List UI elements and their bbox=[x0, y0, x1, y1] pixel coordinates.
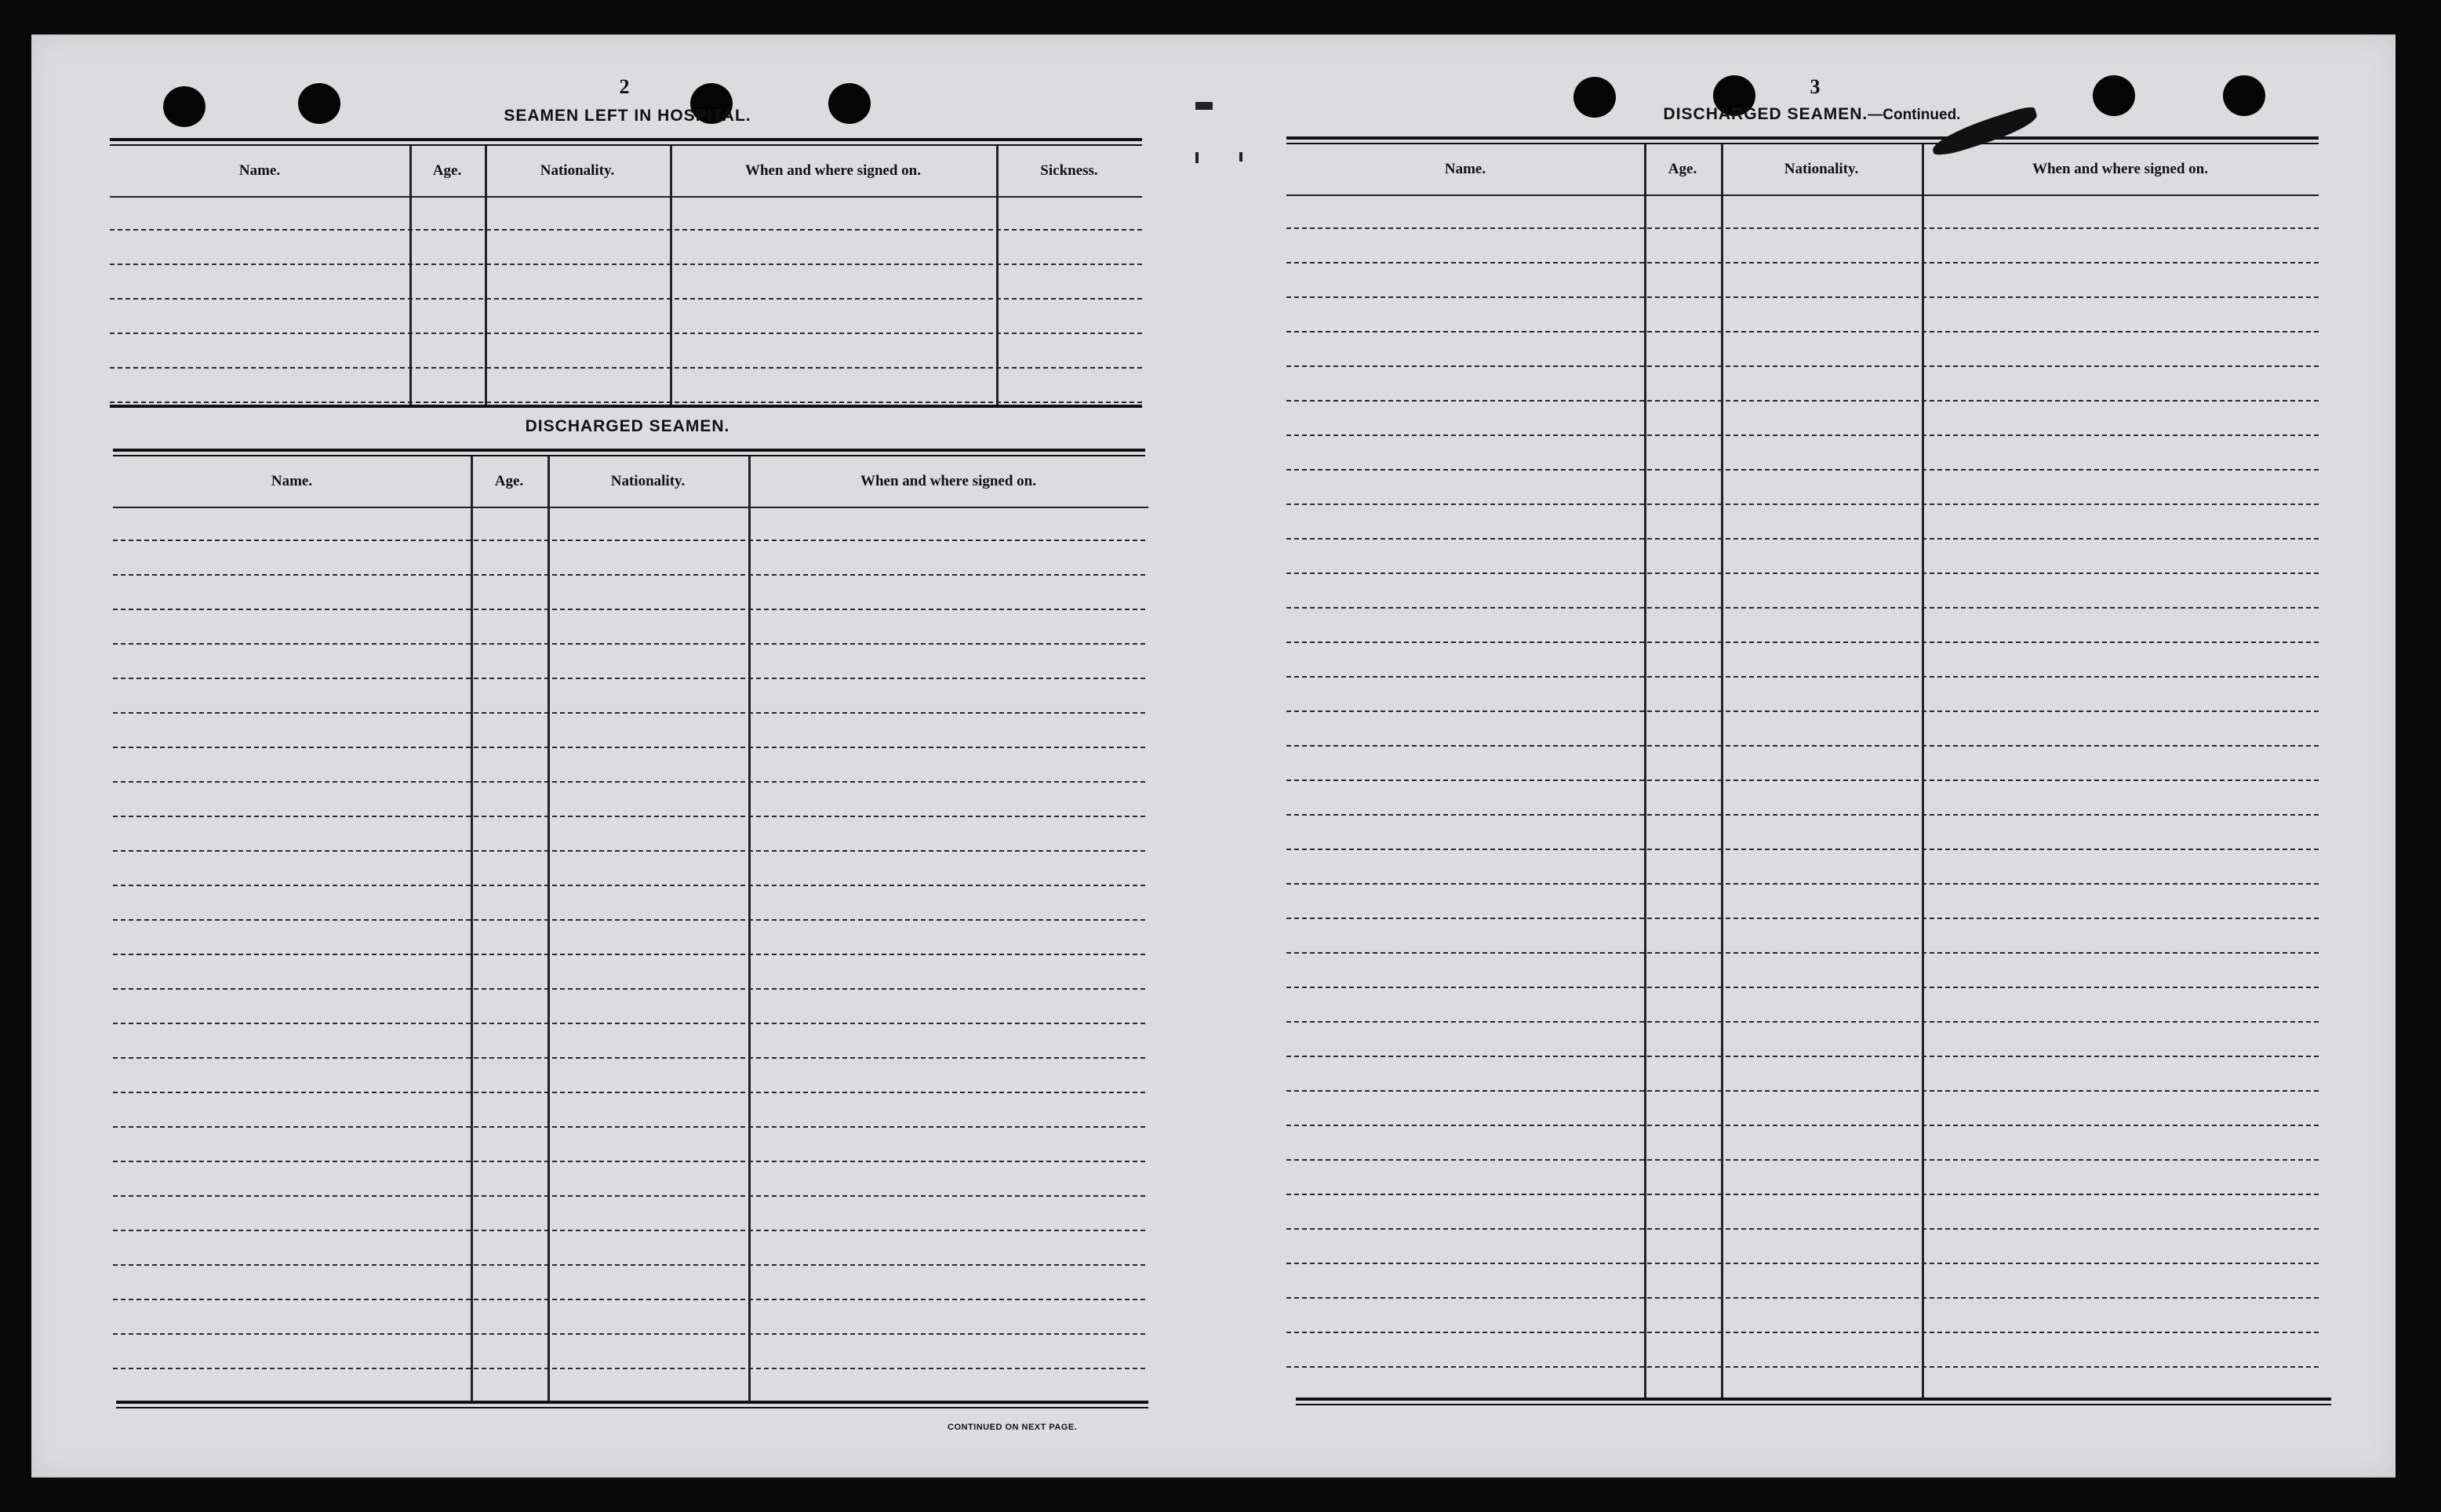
column-header-age: Age. bbox=[409, 146, 485, 198]
column-header-nationality: Nationality. bbox=[547, 456, 748, 508]
table-rows bbox=[1286, 194, 2319, 1398]
document-sheet bbox=[31, 35, 2396, 1477]
section-rule bbox=[1296, 1404, 2331, 1405]
section-rule bbox=[110, 405, 1142, 408]
column-header-age: Age. bbox=[1644, 144, 1721, 196]
column-header-nationality: Nationality. bbox=[485, 146, 670, 198]
page-number-left: 2 bbox=[619, 75, 630, 98]
hospital-section-title: SEAMEN LEFT IN HOSPITAL. bbox=[504, 107, 751, 125]
column-header-signed-on: When and where signed on. bbox=[748, 456, 1148, 508]
column-divider bbox=[670, 146, 672, 405]
table-rows bbox=[113, 507, 1148, 1401]
binder-hole bbox=[2223, 75, 2265, 116]
spine-mark bbox=[1195, 152, 1199, 163]
binder-hole bbox=[828, 83, 871, 124]
column-divider bbox=[409, 146, 412, 405]
table-rows bbox=[110, 196, 1142, 405]
discharged-continued-table bbox=[1286, 144, 2319, 1398]
column-divider bbox=[996, 146, 999, 405]
column-divider bbox=[547, 456, 550, 1401]
binder-hole bbox=[298, 83, 340, 124]
column-header-signed-on: When and where signed on. bbox=[1922, 144, 2319, 196]
binder-hole bbox=[1573, 77, 1616, 118]
section-rule bbox=[113, 449, 1145, 452]
column-header-name: Name. bbox=[113, 456, 471, 508]
discharged-table bbox=[113, 456, 1148, 1401]
column-header-signed-on: When and where signed on. bbox=[670, 146, 996, 198]
section-rule bbox=[1286, 136, 2319, 140]
continued-footnote: CONTINUED ON NEXT PAGE. bbox=[948, 1423, 1078, 1432]
column-divider bbox=[1922, 144, 1924, 1398]
column-header-name: Name. bbox=[110, 146, 409, 198]
discharged-continued-title bbox=[1632, 105, 1992, 124]
column-header-nationality: Nationality. bbox=[1721, 144, 1922, 196]
binder-hole bbox=[163, 86, 206, 127]
discharged-continued-title-text: DISCHARGED SEAMEN. bbox=[1663, 105, 1868, 123]
spine-mark bbox=[1239, 152, 1242, 162]
section-rule bbox=[110, 138, 1142, 141]
discharged-section-title: DISCHARGED SEAMEN. bbox=[525, 417, 730, 435]
section-rule bbox=[116, 1401, 1148, 1404]
column-header-name: Name. bbox=[1286, 144, 1644, 196]
column-divider bbox=[485, 146, 487, 405]
spine-mark bbox=[1195, 102, 1213, 110]
continued-suffix: —Continued. bbox=[1868, 107, 1961, 123]
column-divider bbox=[748, 456, 751, 1401]
section-rule bbox=[116, 1407, 1148, 1408]
binder-hole bbox=[2093, 75, 2135, 116]
column-divider bbox=[471, 456, 473, 1401]
column-divider bbox=[1644, 144, 1646, 1398]
section-rule bbox=[1296, 1398, 2331, 1401]
hospital-table bbox=[110, 146, 1142, 405]
column-divider bbox=[1721, 144, 1723, 1398]
page-number-right: 3 bbox=[1810, 75, 1821, 98]
column-header-age: Age. bbox=[471, 456, 547, 508]
column-header-sickness: Sickness. bbox=[996, 146, 1142, 198]
